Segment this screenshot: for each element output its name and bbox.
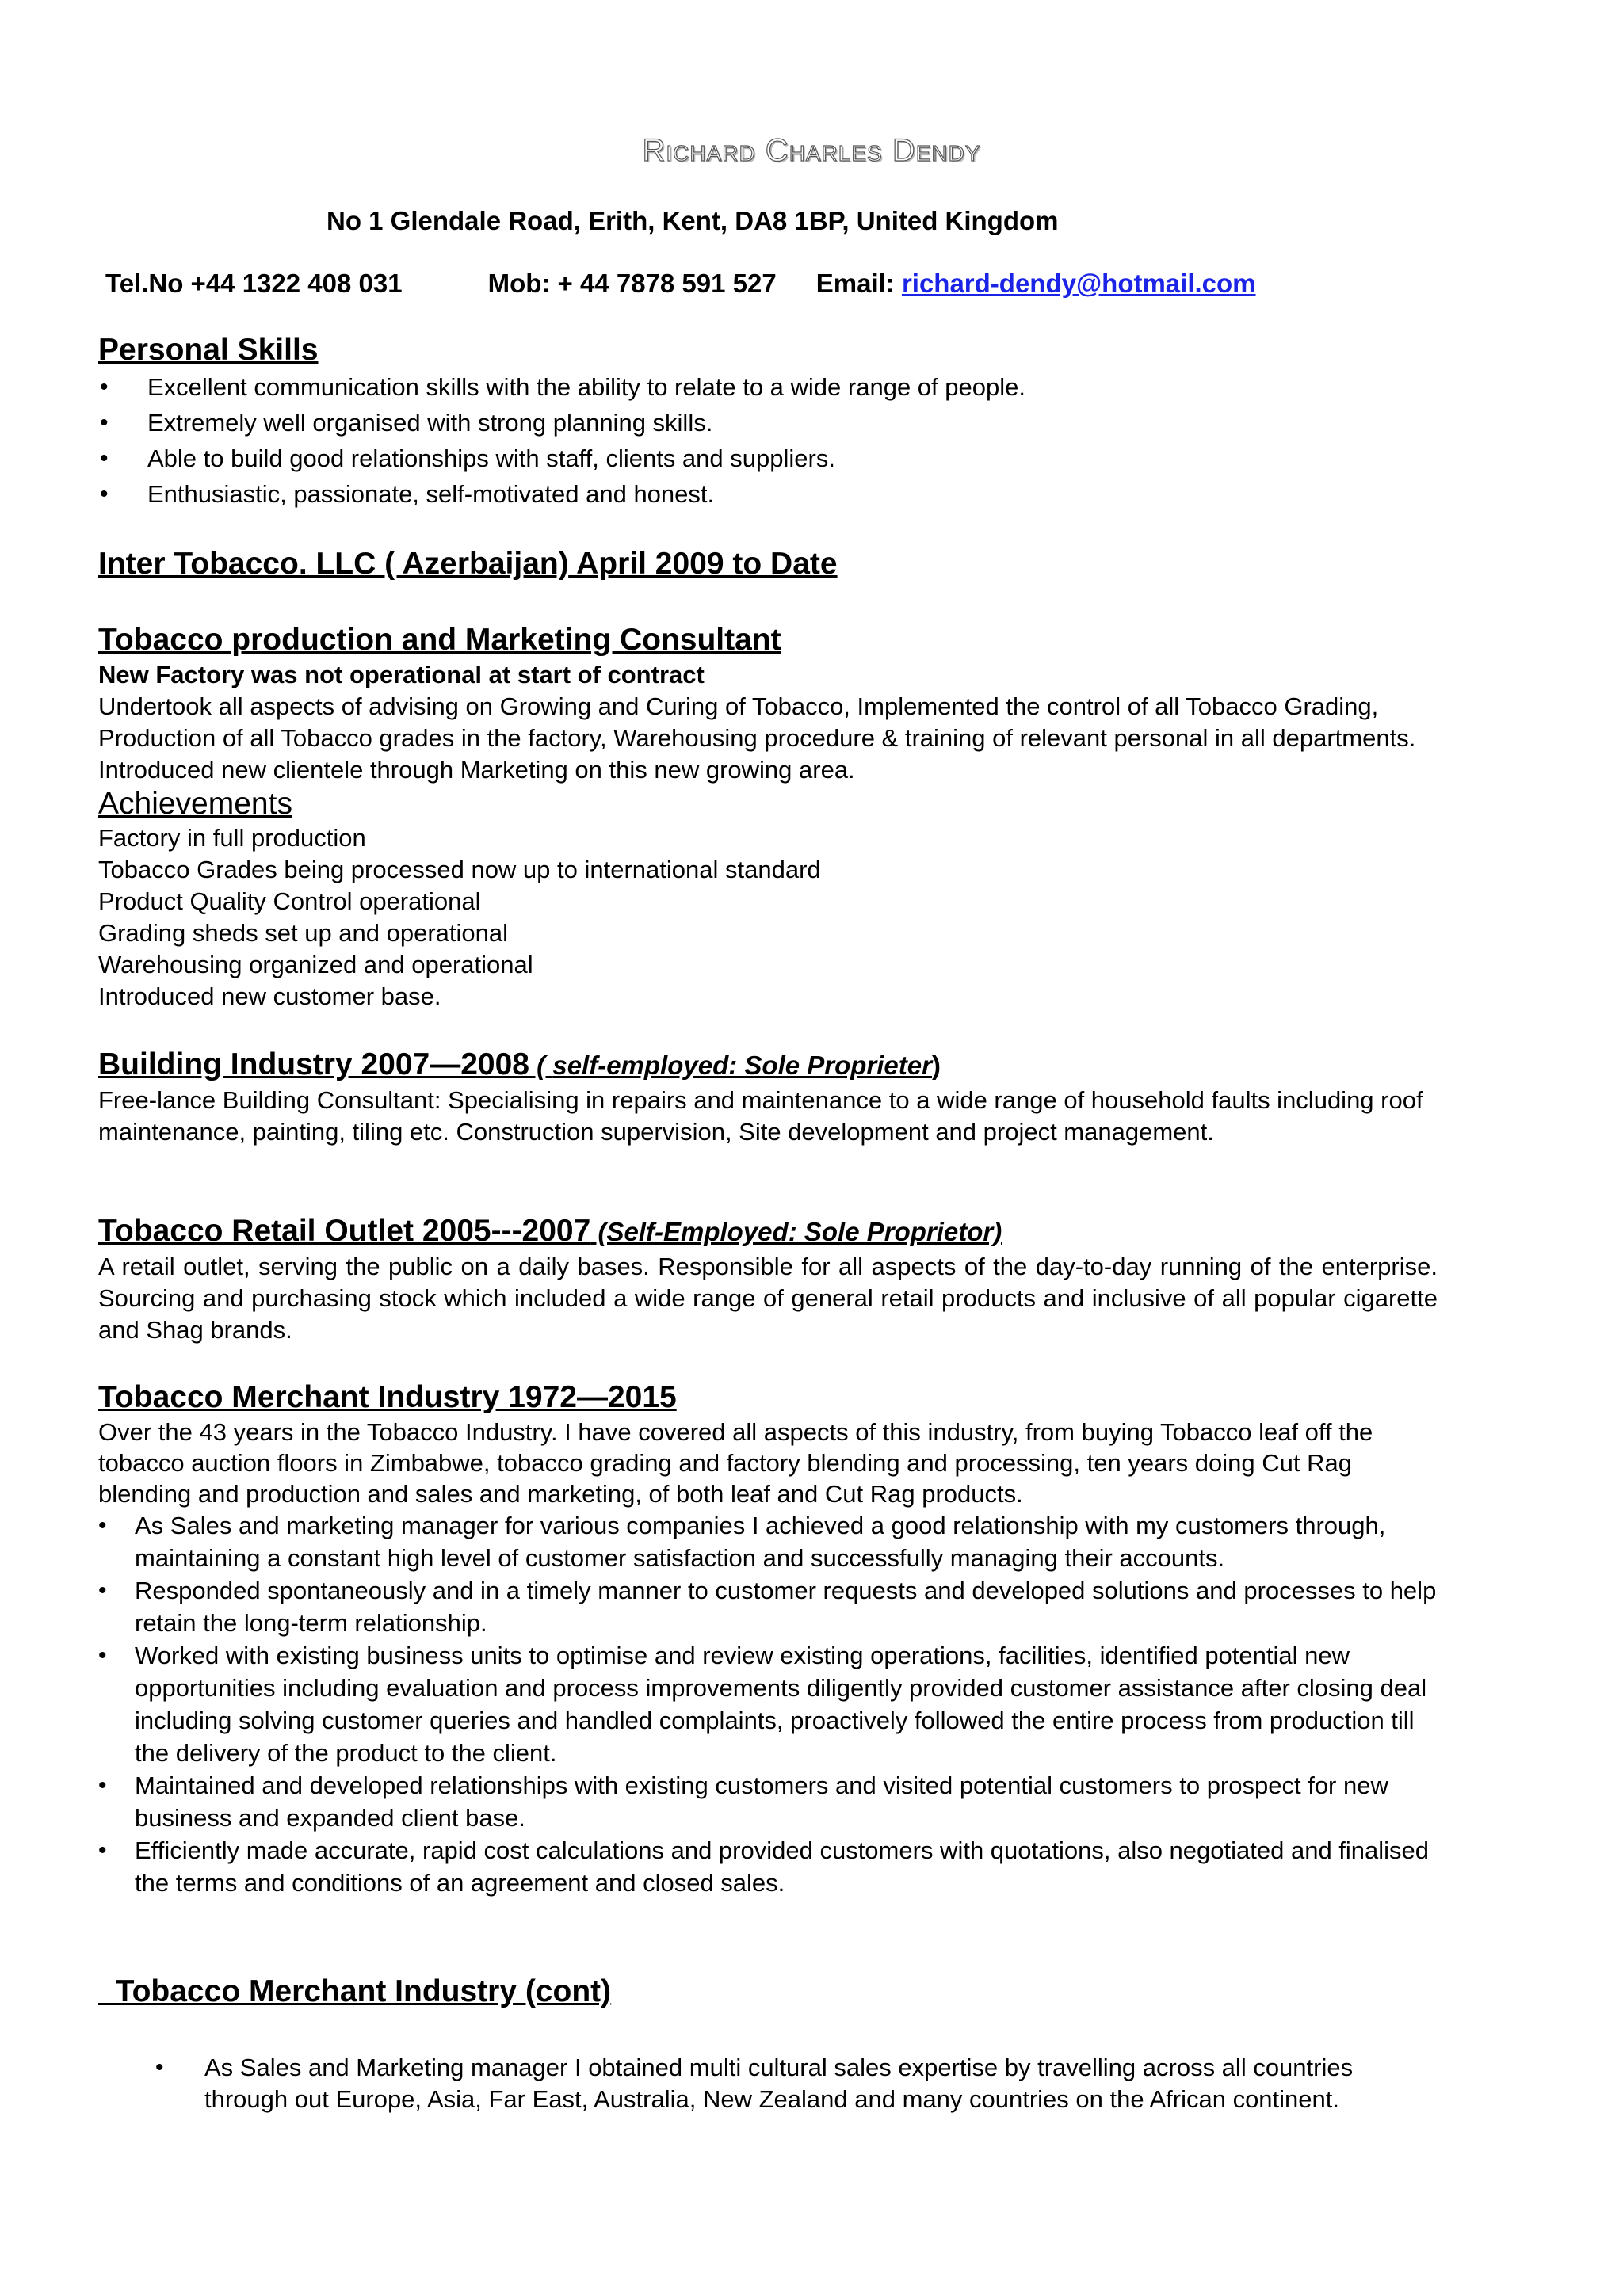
- list-item: • Responded spontaneously and in a timely manner to customer requests and developed solutions and processes to help retain the long-term relationship.: [98, 1574, 1445, 1639]
- achievement-item: Product Quality Control operational: [98, 887, 481, 915]
- retail-section: [98, 1212, 1445, 1346]
- list-item: • As Sales and marketing manager for various companies I achieved a good relationship with my customers through, maintaining a constant high level of customer satisfaction and successfully managing their accounts.: [98, 1509, 1445, 1574]
- merchant-cont-section: [98, 1973, 1445, 2011]
- achievement-item: Introduced new customer base.: [98, 982, 441, 1010]
- building-section: [98, 1046, 1445, 1148]
- merchant-list: [98, 1509, 1445, 1899]
- list-item: • Efficiently made accurate, rapid cost calculations and provided customers with quotations, also negotiated and finalised the terms and conditions of an agreement and closed sales.: [98, 1834, 1445, 1899]
- role-subtitle: New Factory was not operational at start of contract: [98, 661, 705, 688]
- retail-subtitle: (Self-Employed: Sole Proprietor): [590, 1217, 1002, 1246]
- personal-skills-list: [98, 369, 1445, 512]
- list-item: • Extremely well organised with strong planning skills.: [98, 405, 1445, 441]
- retail-description: A retail outlet, serving the public on a daily bases. Responsible for all aspects of the day-to-day running of the enterprise. Sourcing and purchasing stock which included a wide range of general retail products and inclusive of all popular cigarette and Shag brands.: [98, 1253, 1438, 1344]
- achievement-item: Warehousing organized and operational: [98, 951, 533, 978]
- inter-tobacco-company: Inter Tobacco. LLC ( Azerbaijan): [98, 547, 569, 581]
- building-subtitle: self-employed: Sole Proprieter: [552, 1051, 932, 1080]
- telephone: Tel.No +44 1322 408 031: [105, 269, 403, 298]
- merchant-cont-list-block: [155, 2052, 1392, 2115]
- achievements-heading: Achievements: [98, 787, 292, 821]
- building-title: Building Industry 2007—2008: [98, 1047, 530, 1081]
- list-item: • Enthusiastic, passionate, self-motivated and honest.: [98, 476, 1445, 512]
- retail-heading: [98, 1212, 1445, 1251]
- list-item: • Worked with existing business units to optimise and review existing operations, facilities, identified potential new opportunities including evaluation and process improvements diligently provided customer assistance after closing deal including solving customer queries and handled complaints, proactively followed the entire process from production till the delivery of the product to the client.: [98, 1639, 1445, 1769]
- address: No 1 Glendale Road, Erith, Kent, DA8 1BP, United Kingdom: [327, 206, 1059, 235]
- list-item: • As Sales and Marketing manager I obtained multi cultural sales expertise by travelling across all countries through out Europe, Asia, Far East, Australia, New Zealand and many countries on the African continent.: [155, 2052, 1392, 2115]
- email-label: Email:: [815, 269, 902, 298]
- inter-tobacco-dates: April 2009 to Date: [568, 547, 838, 581]
- merchant-section: [98, 1379, 1445, 1899]
- building-heading: [98, 1046, 1445, 1085]
- merchant-heading: Tobacco Merchant Industry 1972—2015: [98, 1380, 677, 1414]
- building-description: Free-lance Building Consultant: Specialising in repairs and maintenance to a wide range of household faults including roof maintenance, painting, tiling etc. Construction supervision, Site development and project management.: [98, 1086, 1423, 1146]
- building-close: ): [931, 1051, 941, 1080]
- merchant-description: Over the 43 years in the Tobacco Industry. I have covered all aspects of this industry, from buying Tobacco leaf off the tobacco auction floors in Zimbabwe, tobacco grading and factory blending and processing, ten years doing Cut Rag blending and production and sales and marketing, of both leaf and Cut Rag products.: [98, 1418, 1373, 1508]
- mobile: Mob: + 44 7878 591 527: [487, 269, 777, 298]
- personal-skills-heading: Personal Skills: [98, 333, 319, 367]
- inter-tobacco-heading-block: [98, 545, 1445, 583]
- role-heading: Tobacco production and Marketing Consultant: [98, 623, 781, 657]
- merchant-cont-heading: Tobacco Merchant Industry (cont): [98, 1974, 612, 2008]
- candidate-name: Richard Charles Dendy: [642, 133, 981, 168]
- inter-tobacco-heading: [98, 545, 1445, 583]
- personal-skills-section: [98, 331, 1445, 512]
- email-link[interactable]: richard-dendy@hotmail.com: [901, 269, 1256, 298]
- list-item: • Maintained and developed relationships with existing customers and visited potential customers to prospect for new business and expanded client base.: [98, 1769, 1445, 1834]
- role-description: Undertook all aspects of advising on Growing and Curing of Tobacco, Implemented the control of all Tobacco Grading, Production of all Tobacco grades in the factory, Warehousing procedure & training of relevant personal in all departments. Introduced new clientele through Marketing on this new growing area.: [98, 692, 1416, 784]
- achievement-item: Factory in full production: [98, 824, 366, 852]
- achievement-item: Tobacco Grades being processed now up to international standard: [98, 856, 821, 883]
- list-item: • Able to build good relationships with staff, clients and suppliers.: [98, 441, 1445, 476]
- contact-line: [105, 269, 1256, 299]
- building-open: (: [529, 1051, 553, 1080]
- inter-tobacco-section: [98, 621, 1445, 1013]
- merchant-cont-list: [155, 2052, 1392, 2115]
- retail-title: Tobacco Retail Outlet 2005---2007: [98, 1214, 591, 1248]
- list-item: • Excellent communication skills with the ability to relate to a wide range of people.: [98, 369, 1445, 405]
- achievement-item: Grading sheds set up and operational: [98, 919, 509, 947]
